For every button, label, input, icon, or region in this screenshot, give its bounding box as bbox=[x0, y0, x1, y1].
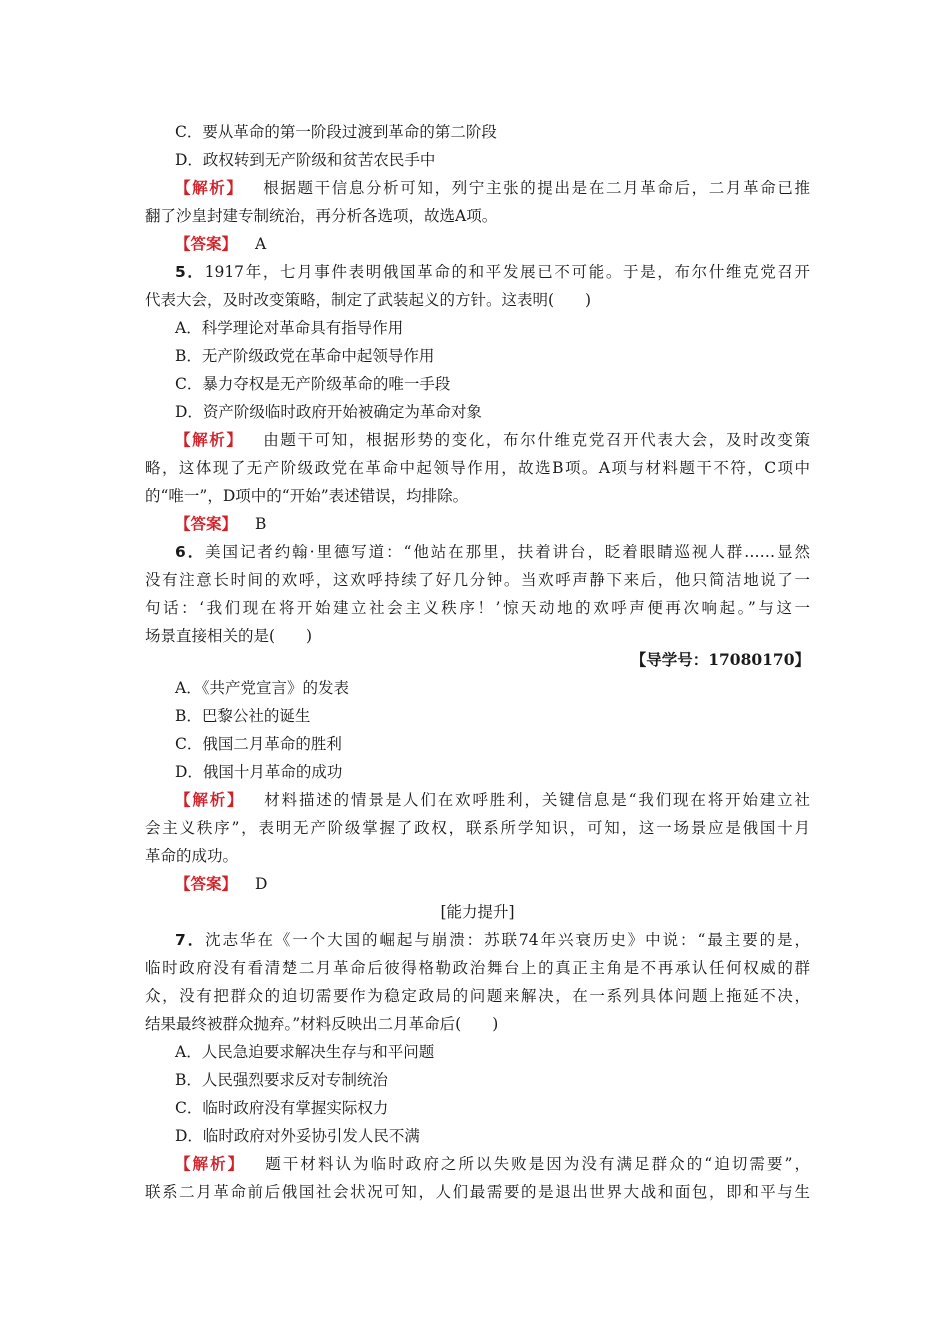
q7-analysis-text-1: 题干材料认为临时政府之所以失败是因为没有满足群众的“迫切需要”， bbox=[263, 1155, 810, 1173]
q4-analysis-line-1 bbox=[145, 174, 810, 202]
q4-analysis-line-2: 翻了沙皇封建专制统治，再分析各选项，故选A项。 bbox=[145, 207, 498, 225]
q5-option-c: C．暴力夺权是无产阶级革命的唯一手段 bbox=[175, 375, 451, 393]
q6-analysis-line-2: 会主义秩序”，表明无产阶级掌握了政权，联系所学知识，可知，这一场景应是俄国十月 bbox=[145, 819, 810, 837]
q5-stem-line-1 bbox=[145, 258, 810, 286]
q7-option-b: B．人民强烈要求反对专制统治 bbox=[175, 1071, 388, 1089]
q6-stem-line-2: 没有注意长时间的欢呼，这欢呼持续了好几分钟。当欢呼声静下来后，他只简洁地说了一 bbox=[145, 571, 810, 589]
q6-answer: D bbox=[255, 875, 268, 893]
q6-answer-line bbox=[145, 870, 810, 898]
q7-option-a: A．人民急迫要求解决生存与和平问题 bbox=[175, 1043, 435, 1061]
q7-number: 7． bbox=[175, 931, 206, 949]
q5-option-d: D．资产阶级临时政府开始被确定为革命对象 bbox=[175, 403, 482, 421]
q5-answer-line bbox=[145, 510, 810, 538]
analysis-label: 【解析】 bbox=[175, 1154, 246, 1173]
analysis-label: 【解析】 bbox=[175, 430, 244, 449]
q5-analysis-line-1 bbox=[145, 426, 810, 454]
q4-answer-line bbox=[145, 230, 810, 258]
q4-option-c: C．要从革命的第一阶段过渡到革命的第二阶段 bbox=[175, 123, 497, 141]
q5-answer: B bbox=[255, 515, 267, 533]
q5-option-b: B．无产阶级政党在革命中起领导作用 bbox=[175, 347, 435, 365]
answer-label: 【答案】 bbox=[175, 234, 238, 253]
q7-analysis-line-2: 联系二月革命前后俄国社会状况可知，人们最需要的是退出世界大战和面包，即和平与生 bbox=[145, 1183, 810, 1201]
q5-number: 5． bbox=[175, 263, 205, 281]
q6-option-b: B．巴黎公社的诞生 bbox=[175, 707, 311, 725]
q6-stem-line-4: 场景直接相关的是( ) bbox=[145, 627, 313, 645]
q5-analysis-text-1: 由题干可知，根据形势的变化，布尔什维克党召开代表大会，及时改变策 bbox=[261, 431, 810, 449]
q7-stem-line-3: 众，没有把群众的迫切需要作为稳定政局的问题来解决，在一系列具体问题上拖延不决， bbox=[145, 987, 810, 1005]
q5-option-a: A．科学理论对革命具有指导作用 bbox=[175, 319, 404, 337]
q6-stem-text-1: 美国记者约翰·里德写道：“他站在那里，扶着讲台，眨着眼睛巡视人群……显然 bbox=[205, 543, 810, 561]
q6-analysis-line-1 bbox=[145, 786, 810, 814]
q7-stem-line-1 bbox=[145, 926, 810, 954]
q6-stem-line-1 bbox=[145, 538, 810, 566]
analysis-label: 【解析】 bbox=[175, 790, 245, 809]
section-title: [能力提升] bbox=[440, 903, 515, 921]
q7-analysis-line-1 bbox=[145, 1150, 810, 1178]
analysis-label: 【解析】 bbox=[175, 178, 244, 197]
q6-analysis-line-3: 革命的成功。 bbox=[145, 847, 239, 865]
q6-option-a: A．《共产党宣言》的发表 bbox=[175, 679, 349, 697]
q5-analysis-line-3: 的“唯一”，D项中的“开始”表述错误，均排除。 bbox=[145, 487, 469, 505]
q4-analysis-text-1: 根据题干信息分析可知，列宁主张的提出是在二月革命后，二月革命已推 bbox=[261, 179, 810, 197]
q5-stem-line-2: 代表大会，及时改变策略，制定了武装起义的方针。这表明( ) bbox=[145, 291, 592, 309]
q6-stem-line-3: 句话：‘我们现在将开始建立社会主义秩序！’惊天动地的欢呼声便再次响起。”与这一 bbox=[145, 599, 810, 617]
q5-analysis-line-2: 略，这体现了无产阶级政党在革命中起领导作用，故选B项。A项与材料题干不符，C项中 bbox=[145, 459, 810, 477]
q6-option-d: D．俄国十月革命的成功 bbox=[175, 763, 343, 781]
q6-analysis-text-1: 材料描述的情景是人们在欢呼胜利，关键信息是“我们现在将开始建立社 bbox=[262, 791, 810, 809]
q7-stem-text-1: 沈志华在《一个大国的崛起与崩溃：苏联74年兴衰历史》中说：“最主要的是， bbox=[205, 931, 810, 949]
answer-label: 【答案】 bbox=[175, 874, 238, 893]
q7-option-d: D．临时政府对外妥协引发人民不满 bbox=[175, 1127, 420, 1145]
q7-stem-line-4: 结果最终被群众抛弃。”材料反映出二月革命后( ) bbox=[145, 1015, 499, 1033]
q6-option-c: C．俄国二月革命的胜利 bbox=[175, 735, 342, 753]
q6-number: 6． bbox=[175, 543, 206, 561]
q6-guide-number: 【导学号：17080170】 bbox=[630, 650, 810, 669]
q4-answer: A bbox=[255, 235, 267, 253]
q5-stem-text-1: 1917年，七月事件表明俄国革命的和平发展已不可能。于是，布尔什维克党召开 bbox=[204, 263, 810, 281]
q7-option-c: C．临时政府没有掌握实际权力 bbox=[175, 1099, 389, 1117]
answer-label: 【答案】 bbox=[175, 514, 238, 533]
q4-option-d: D．政权转到无产阶级和贫苦农民手中 bbox=[175, 151, 436, 169]
q7-stem-line-2: 临时政府没有看清楚二月革命后彼得格勒政治舞台上的真正主角是不再承认任何权威的群 bbox=[145, 959, 810, 977]
